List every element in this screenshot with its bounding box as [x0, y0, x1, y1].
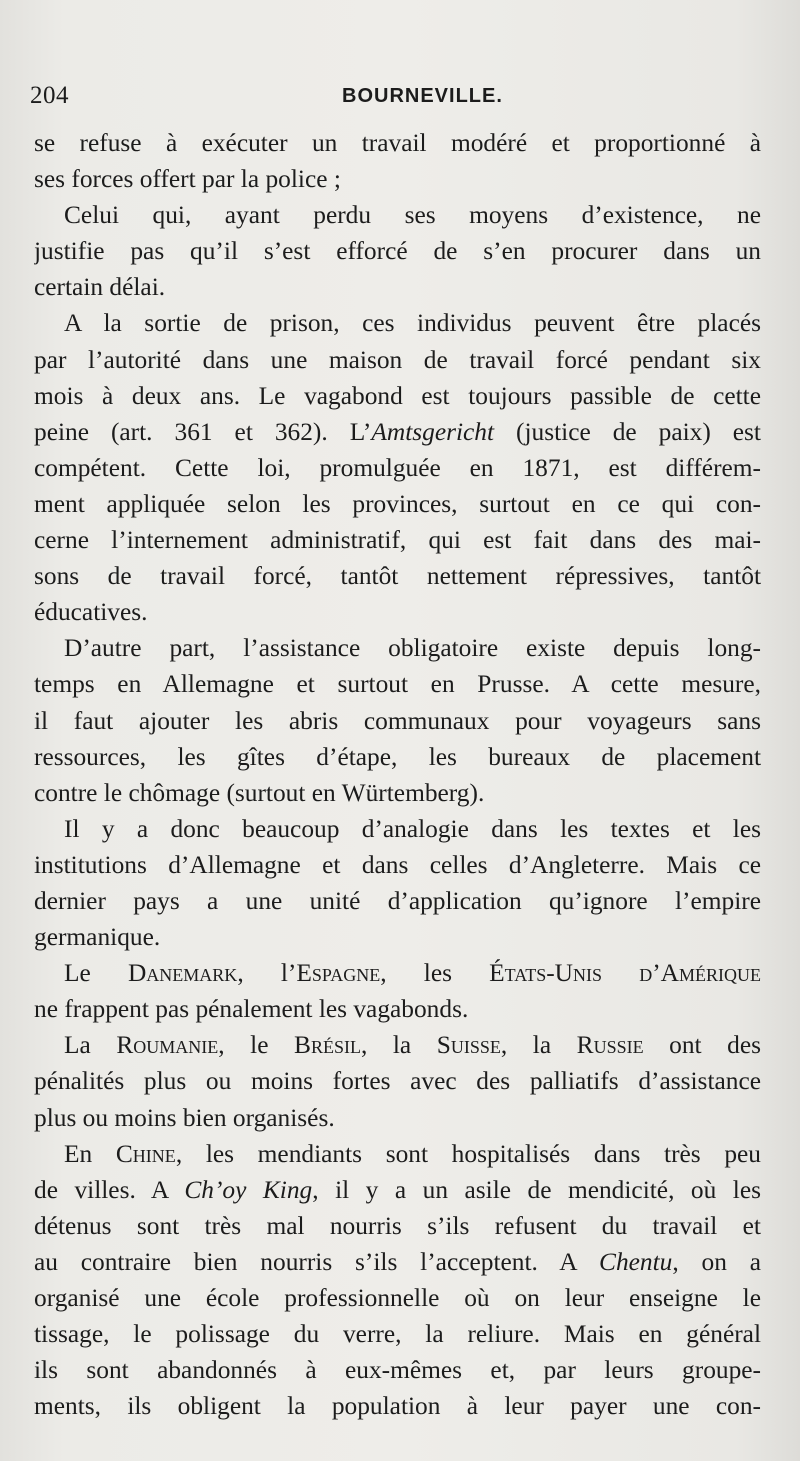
text-line: au contraire bien nourris s’ils l’acceptent. A Chentu, on a: [34, 1247, 761, 1276]
text-line: contre le chômage (surtout en Würtemberg).: [34, 778, 485, 807]
text-line: Le Danemark, l’Espagne, les États-Unis d’Amérique: [64, 959, 761, 988]
text-line: plus ou moins bien organisés.: [34, 1103, 335, 1132]
text-line: se refuse à exécuter un travail modéré et proportionné à: [34, 129, 761, 157]
text-line: ils sont abandonnés à eux-mêmes et, par leurs groupe-: [34, 1356, 761, 1385]
text-line: mois à deux ans. Le vagabond est toujours passible de cette: [34, 381, 761, 410]
page-header: [30, 82, 770, 116]
text-line: Celui qui, ayant perdu ses moyens d’existence, ne: [64, 201, 761, 230]
text-line: D’autre part, l’assistance obligatoire existe depuis long-: [64, 634, 761, 663]
text-line: ment appliquée selon les provinces, surtout en ce qui con-: [34, 489, 761, 518]
text-line: éducatives.: [34, 598, 148, 627]
text-line: certain délai.: [34, 273, 166, 302]
text-line: institutions d’Allemagne et dans celles d’Angleterre. Mais ce: [34, 850, 761, 879]
text-line: A la sortie de prison, ces individus peuvent être placés: [64, 309, 761, 338]
text-line: pénalités plus ou moins fortes avec des palliatifs d’assistance: [34, 1067, 761, 1096]
text-line: cerne l’internement administratif, qui est fait dans des mai-: [34, 526, 761, 555]
text-line: Il y a donc beaucoup d’analogie dans les textes et les: [64, 814, 761, 843]
text-line: germanique.: [34, 923, 161, 952]
text-line: détenus sont très mal nourris s’ils refusent du travail et: [34, 1211, 761, 1240]
text-line: ses forces offert par la police ;: [34, 165, 341, 194]
text-line: ne frappent pas pénalement les vagabonds.: [34, 995, 469, 1024]
text-line: organisé une école professionnelle où on leur enseigne le: [34, 1284, 761, 1312]
text-line: compétent. Cette loi, promulguée en 1871, est différem-: [34, 453, 761, 482]
text-line: En Chine, les mendiants sont hospitalisés dans très peu: [64, 1139, 761, 1168]
text-line: ments, ils obligent la population à leur payer une con-: [34, 1392, 761, 1421]
text-line: La Roumanie, le Brésil, la Suisse, la Russie ont des: [64, 1031, 761, 1060]
text-line: peine (art. 361 et 362). L’Amtsgericht (justice de paix) est: [34, 417, 761, 446]
text-line: dernier pays a une unité d’application qu’ignore l’empire: [34, 886, 761, 915]
text-line: sons de travail forcé, tantôt nettement répressives, tantôt: [34, 562, 761, 591]
text-line: ressources, les gîtes d’étape, les bureaux de placement: [34, 742, 761, 771]
running-head: BOURNEVILLE.: [342, 85, 503, 107]
text-line: il faut ajouter les abris communaux pour voyageurs sans: [34, 706, 761, 735]
text-line: de villes. A Ch’oy King, il y a un asile de mendicité, où les: [34, 1175, 761, 1204]
text-line: justifie pas qu’il s’est efforcé de s’en procurer dans un: [34, 237, 761, 266]
text-line: par l’autorité dans une maison de travail forcé pendant six: [34, 345, 761, 374]
text-line: temps en Allemagne et surtout en Prusse. A cette mesure,: [34, 670, 761, 699]
text-line: tissage, le polissage du verre, la reliure. Mais en général: [34, 1320, 761, 1349]
body-text: [34, 125, 761, 1424]
page-number: 204: [30, 82, 69, 109]
